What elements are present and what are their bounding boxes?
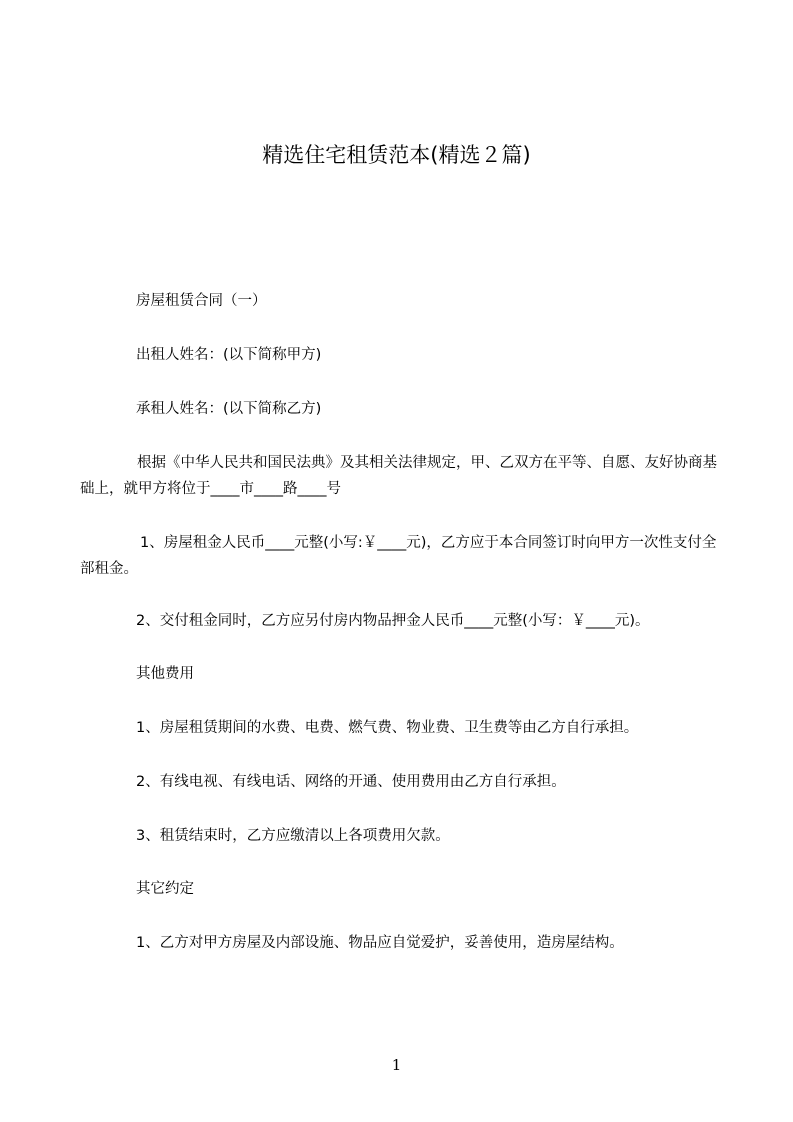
document-title: 精选住宅租赁范本(精选２篇) [262, 143, 531, 167]
page-number: 1 [391, 1056, 402, 1074]
terms-clause-1: 1、乙方对甲方房屋及内部设施、物品应自觉爱护，妥善使用，造房屋结构。 [136, 935, 624, 951]
fees-clause-2: 2、有线电视、有线电话、网络的开通、使用费用由乙方自行承担。 [136, 774, 566, 790]
fees-clause-3: 3、租赁结束时，乙方应缴清以上各项费用欠款。 [136, 828, 450, 844]
rent-clause-paragraph: 1、房屋租金人民币____元整(小写:￥____元)，乙方应于本合同签订时向甲方一次性支付全部租金。 [80, 535, 717, 577]
section-heading-other-fees: 其他费用 [136, 666, 194, 682]
section-heading-other-terms: 其它约定 [136, 881, 194, 897]
lessee-name-line: 承租人姓名：(以下简称乙方) [136, 401, 322, 417]
section-heading-contract-one: 房屋租赁合同（一） [136, 293, 267, 309]
fees-clause-1: 1、房屋租赁期间的水费、电费、燃气费、物业费、卫生费等由乙方自行承担。 [136, 720, 639, 736]
preamble-paragraph: 根据《中华人民共和国民法典》及其相关法律规定，甲、乙双方在平等、自愿、友好协商基础上，就甲方将位于____市____路____号 [80, 455, 717, 497]
deposit-clause-paragraph: 2、交付租金同时，乙方应另付房内物品押金人民币____元整(小写：￥____元)。 [136, 613, 650, 629]
lessor-name-line: 出租人姓名：(以下简称甲方) [136, 347, 322, 363]
